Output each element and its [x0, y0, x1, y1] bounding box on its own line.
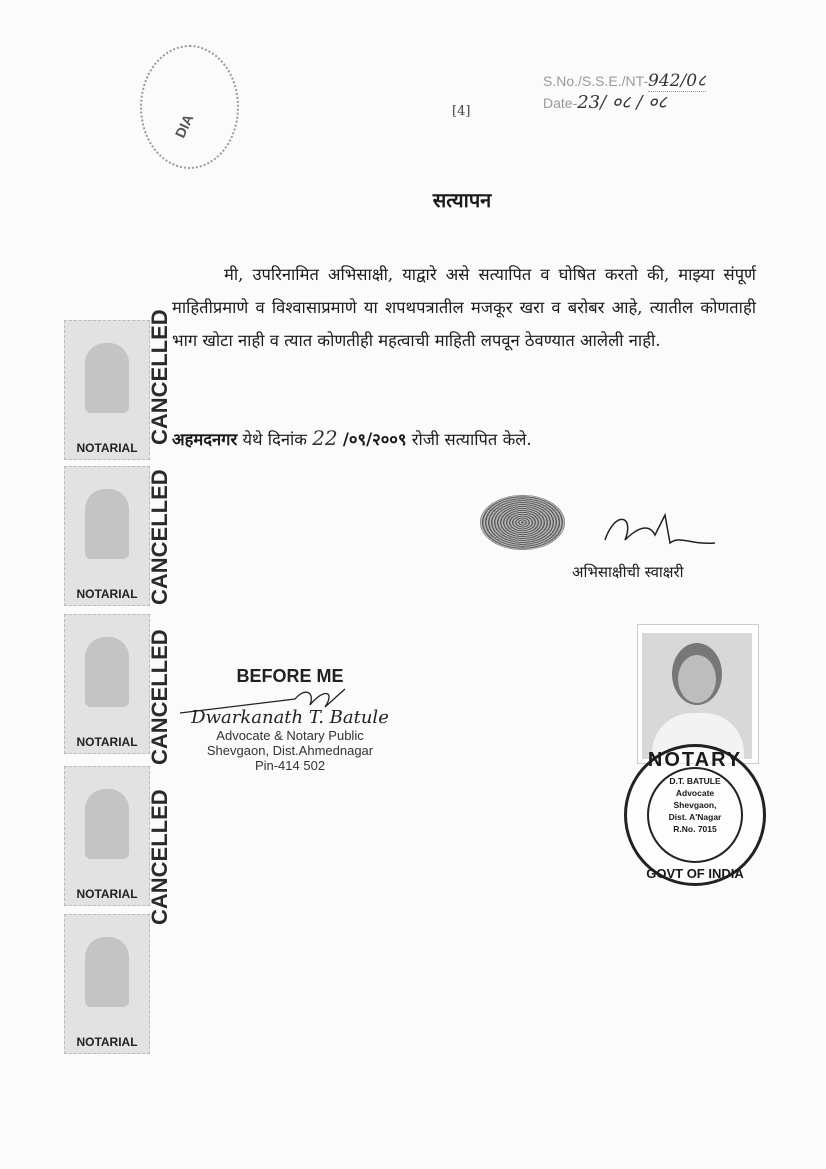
- page-number: [4]: [452, 104, 471, 119]
- notarial-stamp: [64, 914, 150, 1054]
- place: अहमदनगर: [172, 430, 238, 449]
- corner-seal-text: DIA: [171, 111, 197, 141]
- notary-pin: Pin-414 502: [254, 758, 326, 773]
- thumb-impression: [480, 495, 565, 550]
- notary-block: [175, 666, 405, 773]
- header-date: [543, 90, 667, 114]
- corner-seal: [140, 45, 239, 169]
- seal-bottom-text: GOVT OF INDIA: [646, 866, 744, 881]
- serial-value: 942/0८: [648, 71, 706, 91]
- deponent-signature-mark: [595, 505, 725, 555]
- verified-text: रोजी सत्यापित केले.: [411, 430, 532, 449]
- cancelled-mark: CANCELLED: [147, 789, 172, 925]
- notary-designation: Advocate & Notary Public: [216, 728, 364, 743]
- seal-line: R.No. 7015: [673, 824, 717, 834]
- verification-paragraph: [172, 258, 756, 357]
- cancelled-mark: CANCELLED: [147, 309, 172, 445]
- deponent-photo: [637, 624, 759, 764]
- seal-line: D.T. BATULE: [669, 776, 721, 786]
- place-date-line: [172, 426, 532, 450]
- seal-line: Advocate: [675, 788, 715, 798]
- before-me: BEFORE ME: [236, 666, 344, 686]
- day-handwritten: 22: [312, 426, 338, 450]
- paragraph-text: मी, उपरिनामित अभिसाक्षी, याद्वारे असे सत्यापित व घोषित करतो की, माझ्या संपूर्ण माहितीप्रमाणे व विश्वासाप्रमाणे या शपथपत्रातील मजकूर खरा व बरोबर आहे, त्यातील कोणताही भाग खोटा नाही व त्यात कोणतीही महत्वाची माहिती लपवून ठेवण्यात आलेली नाही.: [172, 265, 756, 350]
- notarial-stamp: [64, 320, 150, 460]
- notary-seal: [624, 744, 766, 886]
- seal-line: Dist. A'Nagar: [668, 812, 722, 822]
- serial-number: [543, 68, 706, 91]
- place-text: येथे दिनांक: [242, 430, 307, 449]
- notarial-stamp: [64, 466, 150, 606]
- stamp-label: NOTARIAL: [76, 1035, 138, 1049]
- stamp-label: NOTARIAL: [76, 887, 138, 901]
- date-value: 23/ ०८ / ०८: [577, 92, 667, 113]
- notarial-stamp: [64, 766, 150, 906]
- date-label: Date-: [543, 95, 578, 111]
- document-title: सत्यापन: [432, 188, 492, 212]
- seal-top-text: NOTARY: [647, 749, 743, 771]
- notary-name: Dwarkanath T. Batule: [191, 707, 389, 728]
- date-rest: /०९/२००९: [342, 430, 407, 449]
- cancelled-mark: CANCELLED: [147, 469, 172, 605]
- serial-label: S.No./S.S.E./NT-: [543, 73, 649, 89]
- stamp-label: NOTARIAL: [76, 735, 138, 749]
- stamp-label: NOTARIAL: [76, 587, 138, 601]
- stamp-label: NOTARIAL: [76, 441, 138, 455]
- notary-address: Shevgaon, Dist.Ahmednagar: [206, 743, 374, 758]
- seal-line: Shevgaon,: [673, 800, 717, 810]
- notarial-stamp: [64, 614, 150, 754]
- deponent-signature-label: अभिसाक्षीची स्वाक्षरी: [572, 563, 684, 581]
- cancelled-mark: CANCELLED: [147, 629, 172, 765]
